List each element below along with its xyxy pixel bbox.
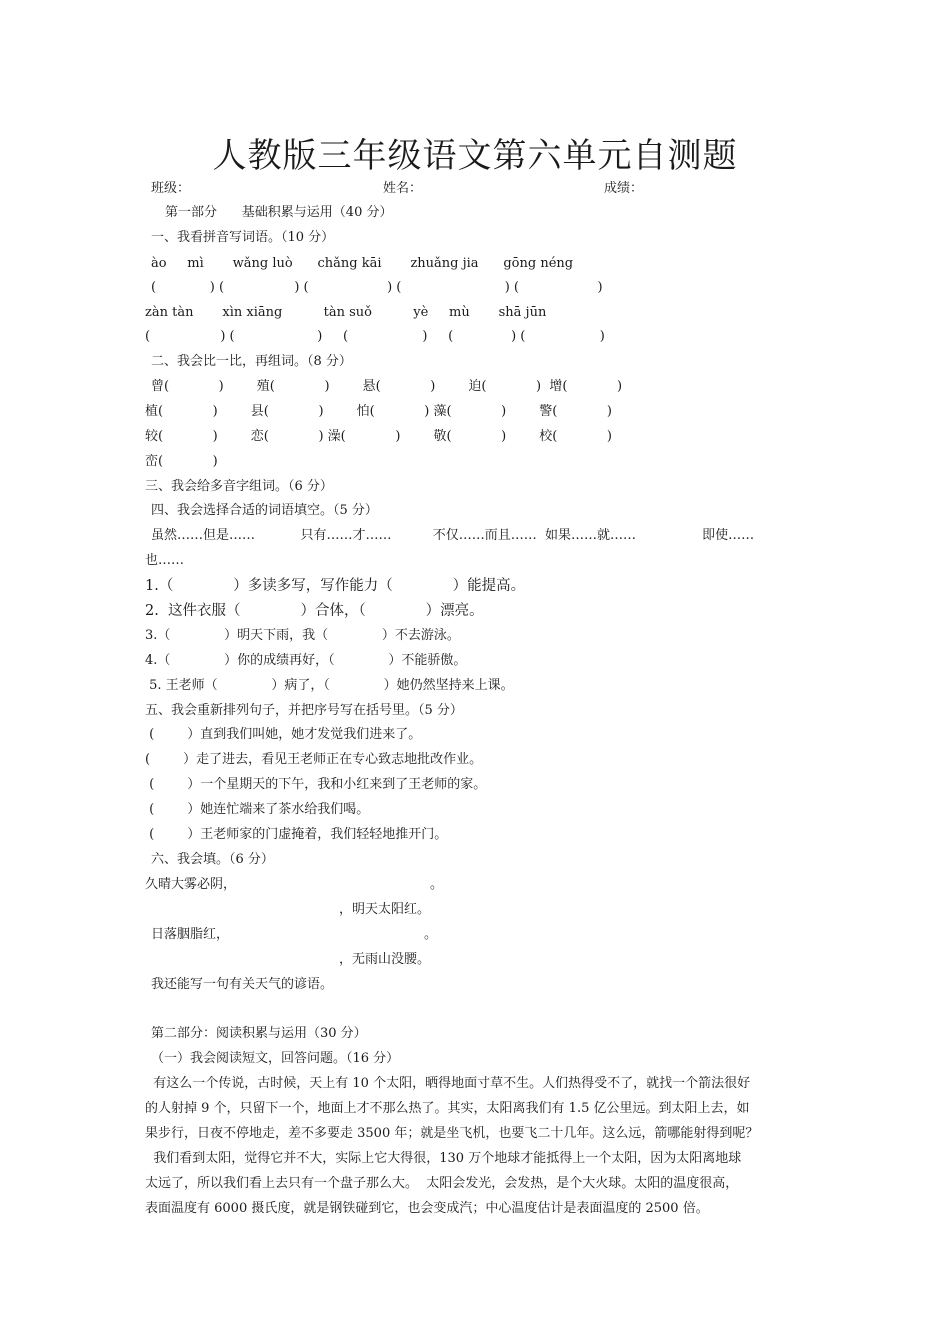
passage-line-6: 表面温度有 6000 摄氏度，就是钢铁碰到它，也会变成汽；中心温度估计是表面温度的 2500 倍。 — [145, 1201, 709, 1216]
name-label: 姓名： — [383, 181, 423, 196]
q6-line-3: 日落胭脂红， — [151, 927, 230, 942]
q4-item-1: 1.（ ）多读多写，写作能力（ ）能提高。 — [145, 578, 526, 594]
part2-sub1-heading: （一）我会阅读短文，回答问题。（16 分） — [151, 1051, 400, 1066]
q6-heading: 六、我会填。（6 分） — [151, 852, 274, 867]
passage-line-5: 太远了，所以我们看上去只有一个盘子那么大。 太阳会发光，会发热，是个大火球。太阳的温度很高， — [145, 1176, 739, 1191]
q1-pinyin-row1: ào mì wǎng luò chǎng kāi zhuǎng jia gōng néng — [151, 256, 574, 271]
class-label: 班级： — [151, 181, 191, 196]
q6-line-5: 我还能写一句有关天气的谚语。 — [151, 977, 334, 992]
q6-line-3-period: 。 — [424, 927, 438, 942]
q6-line-1: 久晴大雾必阴， — [145, 877, 237, 892]
q1-heading: 一、我看拼音写词语。（10 分） — [151, 230, 335, 245]
passage-line-4: 我们看到太阳，觉得它并不大，实际上它大得很，130 万个地球才能抵得上一个太阳，因为太阳离地球 — [145, 1151, 742, 1166]
score-label: 成绩： — [604, 181, 644, 196]
q4-item-4: 4.（ ）你的成绩再好，（ ）不能骄傲。 — [145, 653, 467, 668]
q2-heading: 二、我会比一比，再组词。（8 分） — [151, 354, 352, 369]
q1-paren-row1: ( ) ( ) ( ) ( ) ( ) — [151, 280, 603, 295]
q3-heading: 三、我会给多音字组词。（6 分） — [145, 479, 333, 494]
q2-row2: 植( ) 县( ) 怕( ) 藻( ) 警( ) — [145, 404, 612, 419]
q6-line-2: ，明天太阳红。 — [339, 902, 431, 917]
passage-line-2: 的人射掉 9 个，只留下一个，地面上才不那么热了。其实，太阳离我们有 1.5 亿公里远。到太阳上去，如 — [145, 1101, 750, 1116]
q5-item-1: ( ）直到我们叫她，她才发觉我们进来了。 — [145, 727, 422, 742]
part1-heading: 第一部分 基础积累与运用（40 分） — [165, 205, 393, 220]
q5-item-4: ( ）她连忙端来了茶水给我们喝。 — [145, 802, 370, 817]
q4-item-3: 3.（ ）明天下雨，我（ ）不去游泳。 — [145, 628, 460, 643]
q4-heading: 四、我会选择合适的词语填空。（5 分） — [151, 503, 378, 518]
q2-row1: 曾( ) 殖( ) 悬( ) 迫( ) 增( ) — [151, 379, 623, 394]
q4-options-line2: 也…… — [145, 553, 185, 568]
q6-line-4: ，无雨山没腰。 — [339, 952, 431, 967]
passage-line-1: 有这么一个传说，古时候，天上有 10 个太阳，晒得地面寸草不生。人们热得受不了，就找一个箭法很好 — [145, 1076, 751, 1091]
q2-row4: 峦( ) — [145, 454, 218, 469]
part2-heading: 第二部分：阅读积累与运用（30 分） — [151, 1026, 367, 1041]
q4-item-2: 2. 这件衣服（ ）合体，（ ）漂亮。 — [145, 603, 484, 619]
q5-item-5: ( ）王老师家的门虚掩着，我们轻轻地推开门。 — [145, 827, 448, 842]
q5-heading: 五、我会重新排列句子，并把序号写在括号里。（5 分） — [145, 703, 463, 718]
q6-line-1-period: 。 — [430, 877, 444, 892]
page-title: 人教版三年级语文第六单元自测题 — [212, 136, 738, 176]
q5-item-3: ( ）一个星期天的下午，我和小红来到了王老师的家。 — [145, 777, 487, 792]
passage-line-3: 果步行，日夜不停地走，差不多要走 3500 年；就是坐飞机，也要飞二十几年。这么远，箭哪能射得到呢？ — [145, 1126, 759, 1141]
q4-options-line1: 虽然……但是…… 只有……才…… 不仅……而且…… 如果……就…… 即使…… — [151, 528, 755, 543]
q2-row3: 较( ) 恋( ) 澡( ) 敬( ) 校( ) — [145, 429, 612, 444]
q1-paren-row2: ( ) ( ) ( ) ( ) ( ) — [145, 329, 605, 344]
q4-item-5: 5. 王老师（ ）病了，（ ）她仍然坚持来上课。 — [145, 678, 514, 693]
q5-item-2: ( ）走了进去，看见王老师正在专心致志地批改作业。 — [145, 752, 483, 767]
q1-pinyin-row2: zàn tàn xìn xiāng tàn suǒ yè mù shā jūn — [145, 305, 547, 320]
